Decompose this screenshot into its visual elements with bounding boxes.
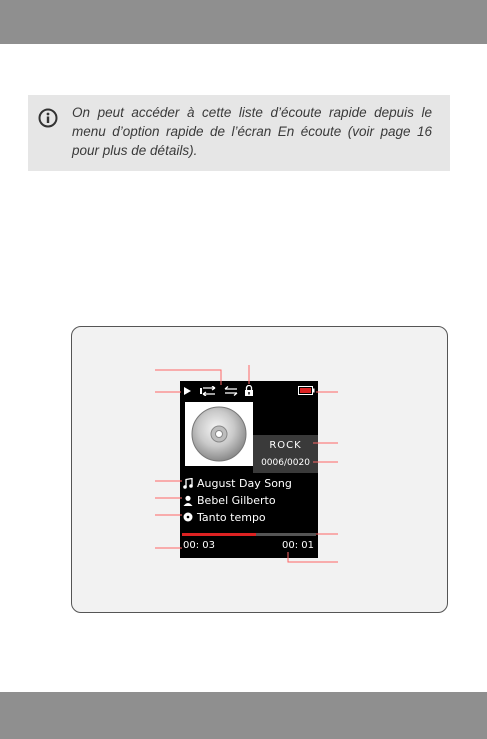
header-bar <box>0 0 487 44</box>
artist-icon <box>183 495 193 506</box>
genre-panel <box>253 435 318 473</box>
artist-row <box>183 492 276 508</box>
remaining-time: 00: 01 <box>282 540 314 551</box>
progress-fill <box>182 533 256 536</box>
song-row <box>183 475 292 491</box>
music-note-icon <box>183 478 193 489</box>
genre-label: ROCK <box>269 440 302 451</box>
repeat-icon <box>199 386 219 396</box>
album-name: Tanto tempo <box>197 510 266 524</box>
elapsed-time: 00: 03 <box>183 540 215 551</box>
song-title: August Day Song <box>197 476 292 490</box>
info-icon <box>38 108 58 128</box>
cd-icon <box>185 402 253 466</box>
lock-icon <box>244 385 254 396</box>
album-row <box>183 509 266 525</box>
footer-bar <box>0 692 487 739</box>
player-screen <box>180 381 318 558</box>
play-icon <box>184 387 191 395</box>
track-counter: 0006/0020 <box>261 458 310 468</box>
battery-icon <box>298 386 315 395</box>
note-text: On peut accéder à cette liste d’écoute rapide depuis le menu d’option rapide de l’écran En écoute (voir page 16 pour plus de détails). <box>72 105 432 158</box>
album-icon <box>183 512 193 522</box>
progress-bar <box>182 533 316 536</box>
info-note <box>28 95 450 171</box>
shuffle-icon <box>223 386 239 396</box>
album-art <box>185 402 253 466</box>
artist-name: Bebel Gilberto <box>197 493 276 507</box>
